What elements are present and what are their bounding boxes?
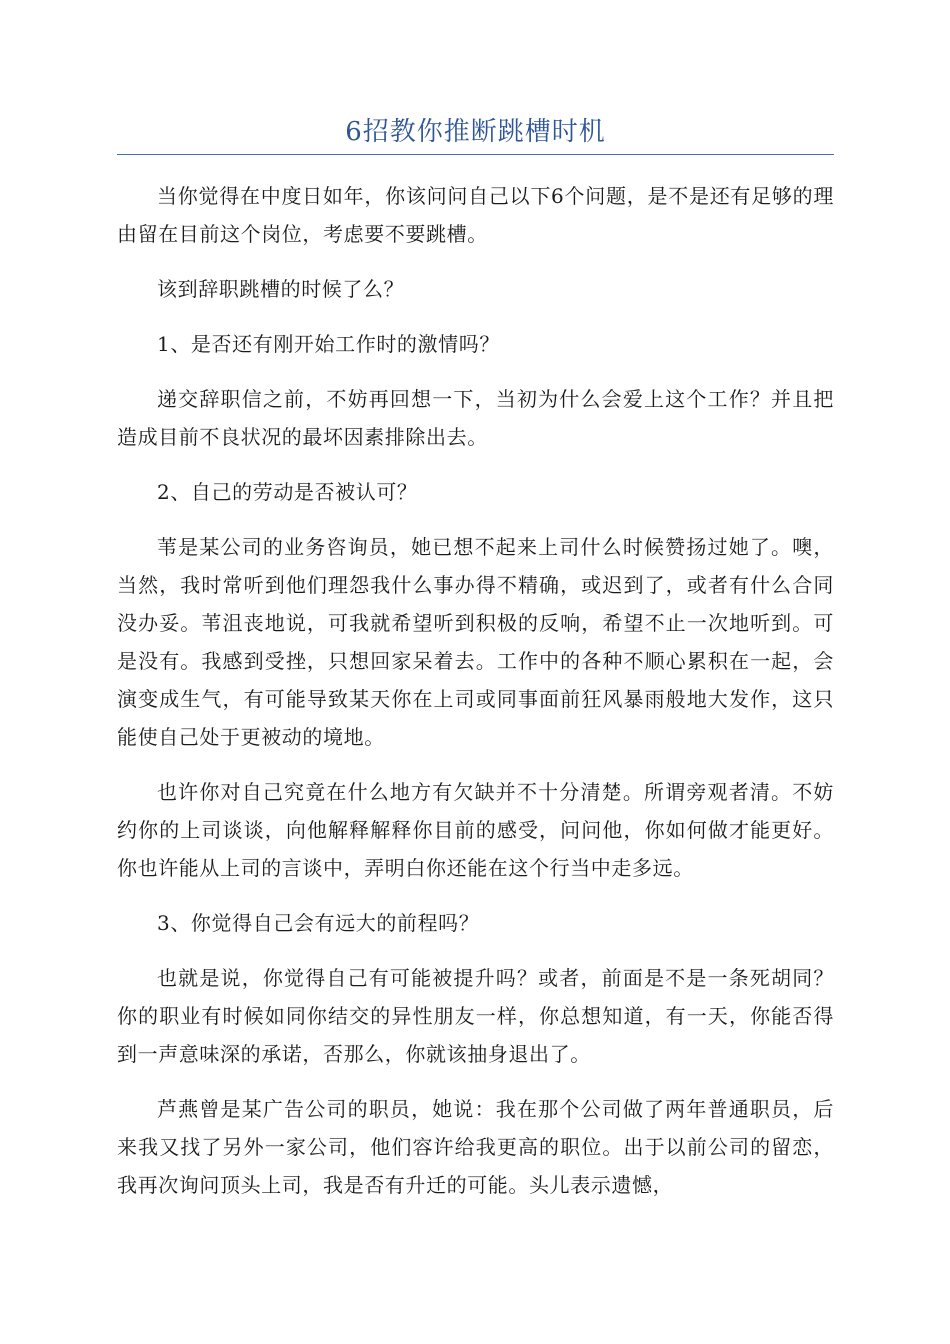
paragraph: 2、自己的劳动是否被认可？	[157, 480, 418, 504]
paragraph: 芦燕曾是某广告公司的职员，她说：我在那个公司做了两年普通职员，后来我又找了另外一家公司，他们容许给我更高的职位。出于以前公司的留恋，我再次询问顶头上司，我是否有升迁的可能。头儿表示遗憾，	[117, 1097, 834, 1197]
paragraph: 也就是说，你觉得自己有可能被提升吗？或者，前面是不是一条死胡同？你的职业有时候如同你结交的异性朋友一样，你总想知道，有一天，你能否得到一声意味深的承诺，否那么，你就该抽身退出了。	[117, 966, 834, 1066]
paragraph: 该到辞职跳槽的时候了么？	[157, 277, 405, 301]
paragraph: 1、是否还有刚开始工作时的激情吗？	[157, 332, 500, 356]
document-body	[117, 177, 834, 1221]
paragraph: 当你觉得在中度日如年，你该问问自己以下6个问题，是不是还有足够的理由留在目前这个岗位，考虑要不要跳槽。	[117, 184, 834, 246]
paragraph: 也许你对自己究竟在什么地方有欠缺并不十分清楚。所谓旁观者清。不妨约你的上司谈谈，向他解释解释你目前的感受，问问他，你如何做才能更好。你也许能从上司的言谈中，弄明白你还能在这个行当中走多远。	[117, 780, 834, 880]
paragraph: 3、你觉得自己会有远大的前程吗？	[157, 911, 480, 935]
title-underline	[117, 154, 834, 155]
paragraph: 递交辞职信之前，不妨再回想一下，当初为什么会爱上这个工作？并且把造成目前不良状况的最坏因素排除出去。	[117, 387, 834, 449]
paragraph: 苇是某公司的业务咨询员，她已想不起来上司什么时候赞扬过她了。噢，当然，我时常听到他们理怨我什么事办得不精确，或迟到了，或者有什么合同没办妥。苇沮丧地说，可我就希望听到积极的反响，希望不止一次地听到。可是没有。我感到受挫，只想回家呆着去。工作中的各种不顺心累积在一起，会演变成生气，有可能导致某天你在上司或同事面前狂风暴雨般地大发作，这只能使自己处于更被动的境地。	[117, 535, 834, 749]
document-title: 6招教你推断跳槽时机	[345, 117, 606, 147]
